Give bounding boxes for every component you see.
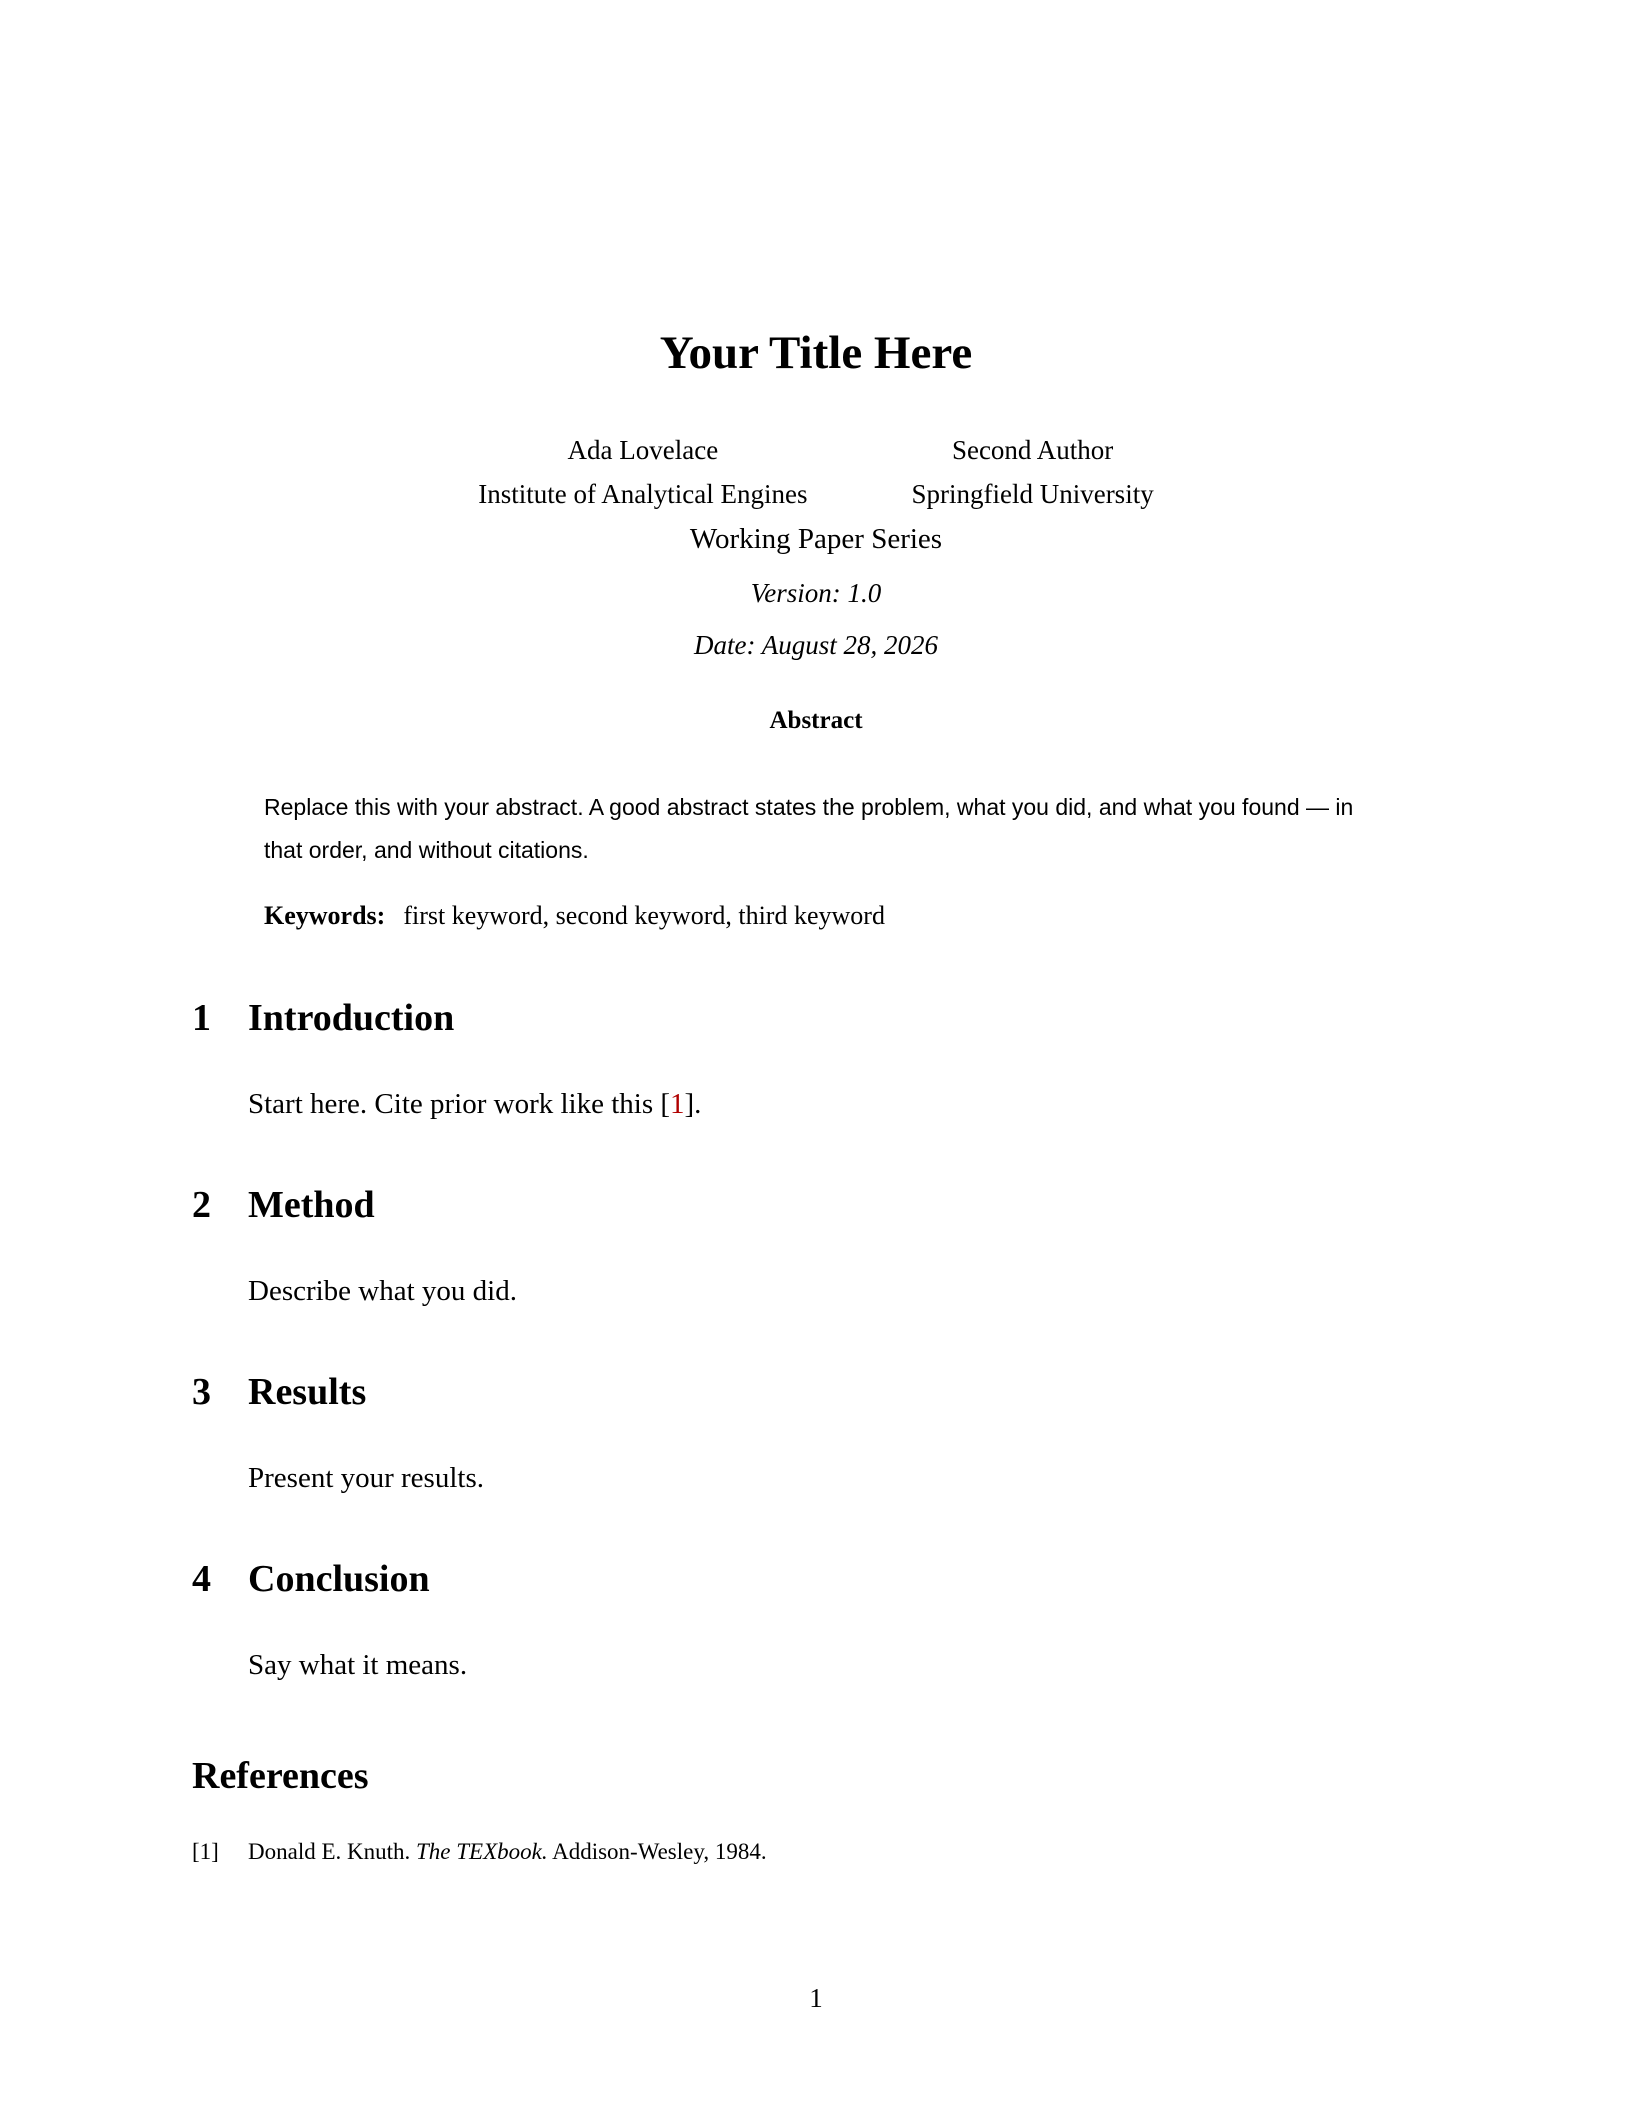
- abstract-heading: Abstract: [769, 707, 863, 734]
- section-heading-results: [192, 1368, 366, 1416]
- section-title: Method: [248, 1184, 375, 1226]
- author-affiliation: Springfield University: [911, 479, 1154, 509]
- section-number: 3: [192, 1371, 211, 1413]
- section-number: 2: [192, 1184, 211, 1226]
- section-title: Conclusion: [248, 1558, 430, 1600]
- reference-authors: Donald E. Knuth.: [248, 1839, 411, 1864]
- series-name: Working Paper Series: [689, 523, 943, 555]
- reference-title: The TEXbook.: [416, 1839, 548, 1864]
- paper-title: Your Title Here: [659, 327, 973, 379]
- section-title: Introduction: [248, 997, 455, 1039]
- reference-label: [1]: [192, 1839, 219, 1864]
- reference-entry: [192, 1834, 767, 1870]
- page-number: 1: [809, 1983, 823, 2013]
- date-line: Date: August 28, 2026: [694, 630, 938, 660]
- section-body-results: Present your results.: [248, 1462, 484, 1494]
- section-body-introduction: [248, 1084, 701, 1124]
- author-affiliation: Institute of Analytical Engines: [478, 479, 808, 509]
- version-line: Version: 1.0: [750, 578, 882, 608]
- section-heading-conclusion: [192, 1555, 430, 1603]
- citation-link[interactable]: 1: [670, 1088, 685, 1120]
- reference-publisher: Addison-Wesley, 1984.: [552, 1839, 767, 1864]
- section-number: 4: [192, 1558, 211, 1600]
- section-title: Results: [248, 1371, 367, 1413]
- keywords-line: [264, 896, 1374, 936]
- section-heading-introduction: [192, 994, 454, 1042]
- author-name: Ada Lovelace: [567, 435, 719, 465]
- author-1: [478, 428, 807, 516]
- section-body-conclusion: Say what it means.: [248, 1649, 468, 1681]
- author-2: [911, 428, 1153, 516]
- section-heading-method: [192, 1181, 375, 1229]
- references-heading: References: [192, 1755, 369, 1797]
- abstract-text: Replace this with your abstract. A good abstract states the problem, what you did, and what you found — in that order, and without citations.: [264, 794, 1354, 863]
- author-block: [0, 428, 1632, 516]
- section-text: Start here. Cite prior work like this [: [248, 1088, 671, 1120]
- keywords-label: Keywords:: [264, 901, 386, 930]
- keywords-list: first keyword, second keyword, third keyword: [403, 901, 885, 930]
- section-text: ].: [684, 1088, 702, 1120]
- author-name: Second Author: [951, 435, 1114, 465]
- section-body-method: Describe what you did.: [248, 1275, 517, 1307]
- section-number: 1: [192, 997, 211, 1039]
